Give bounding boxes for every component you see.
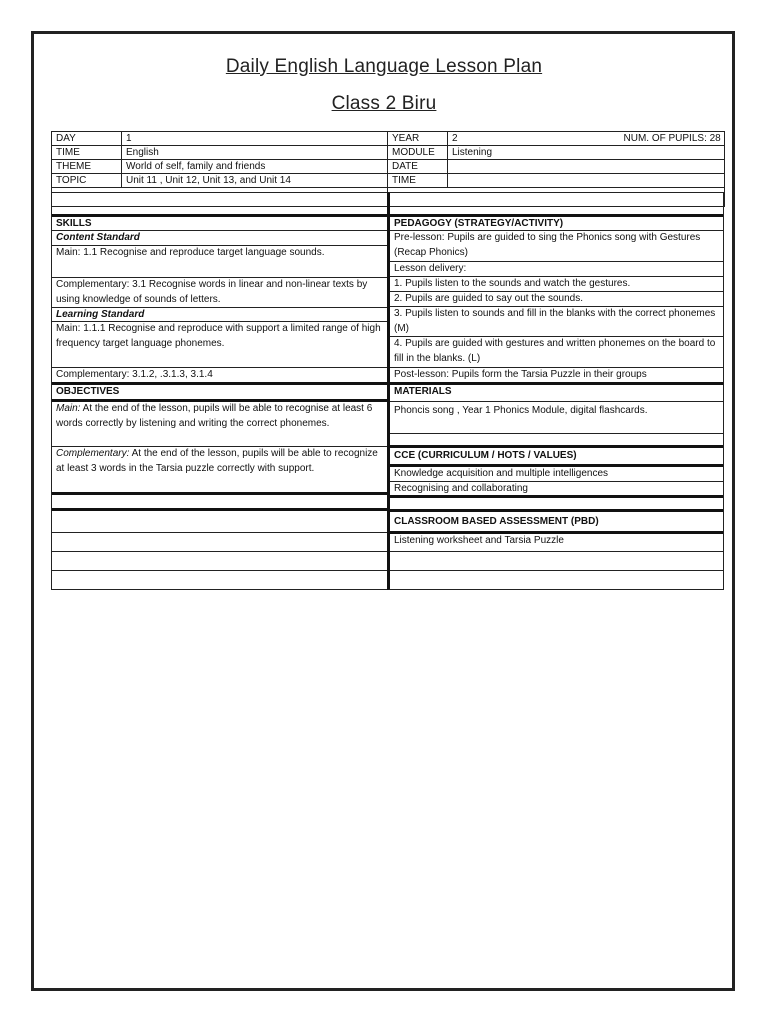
cce-line-1: Knowledge acquisition and multiple intelligences: [390, 467, 723, 482]
pbd-heading: CLASSROOM BASED ASSESSMENT (PBD): [390, 512, 723, 534]
step-1: 1. Pupils listen to the sounds and watch the gestures.: [390, 277, 723, 292]
header-row-day: [52, 132, 725, 146]
objective-comp-text: At the end of the lesson, pupils will be able to recognize at least 3 words in the Tarsia puzzle correctly with support.: [56, 448, 378, 474]
right-blank-row: [390, 498, 723, 512]
header-row-topic: [52, 174, 725, 188]
module-value: Listening: [448, 146, 725, 160]
content-standard-main: Main: 1.1 Recognise and reproduce target language sounds.: [52, 246, 387, 278]
step-2: 2. Pupils are guided to say out the sounds.: [390, 292, 723, 307]
time-label: TIME: [52, 146, 122, 160]
step-3: 3. Pupils listen to sounds and fill in the blanks with the correct phonemes (M): [390, 307, 723, 337]
left-blank-row-1: [52, 495, 387, 511]
header-row-time: [52, 146, 725, 160]
class-subtitle: Class 2 Biru: [331, 93, 437, 114]
header-row-theme: [52, 160, 725, 174]
skills-heading: SKILLS: [52, 214, 387, 231]
objective-main-label: Main:: [56, 403, 81, 414]
pbd-blank-row: [390, 552, 723, 571]
time-value: English: [122, 146, 388, 160]
content-standard-heading: Content Standard: [52, 231, 387, 246]
cce-heading: CCE (CURRICULUM / HOTS / VALUES): [390, 448, 723, 467]
time2-value: [448, 174, 725, 188]
step-4: 4. Pupils are guided with gestures and written phonemes on the board to fill in the blanks. (L): [390, 337, 723, 368]
post-lesson: Post-lesson: Pupils form the Tarsia Puzzle in their groups: [390, 368, 723, 385]
theme-label: THEME: [52, 160, 122, 174]
left-panel: [51, 192, 387, 590]
left-blank-row-3: [52, 533, 387, 552]
cce-line-2: Recognising and collaborating: [390, 482, 723, 498]
objective-comp-label: Complementary:: [56, 448, 130, 459]
topic-value: Unit 11 , Unit 12, Unit 13, and Unit 14: [122, 174, 388, 188]
objective-main-text: At the end of the lesson, pupils will be able to recognise at least 6 words correctly by listening and writing the correct phonemes.: [56, 403, 373, 429]
pre-lesson: Pre-lesson: Pupils are guided to sing the Phonics song with Gestures (Recap Phonics): [390, 231, 723, 262]
pbd-text: Listening worksheet and Tarsia Puzzle: [390, 534, 723, 552]
day-label: DAY: [52, 132, 122, 146]
lesson-delivery: Lesson delivery:: [390, 262, 723, 277]
year-label: YEAR: [388, 132, 448, 146]
year-value: 2: [452, 132, 458, 144]
learning-standard-main: Main: 1.1.1 Recognise and reproduce with support a limited range of high frequency target language phonemes.: [52, 322, 387, 368]
theme-value: World of self, family and friends: [122, 160, 388, 174]
topic-label: TOPIC: [52, 174, 122, 188]
pedagogy-heading: PEDAGOGY (STRATEGY/ACTIVITY): [390, 214, 723, 231]
day-value: 1: [122, 132, 388, 146]
materials-text: Phoncis song , Year 1 Phonics Module, digital flashcards.: [390, 402, 723, 434]
time2-label: TIME: [388, 174, 448, 188]
module-label: MODULE: [388, 146, 448, 160]
left-blank-row-2: [52, 511, 387, 533]
objective-main: [52, 402, 387, 447]
learning-standard-heading: Learning Standard: [52, 308, 387, 322]
materials-blank: [390, 434, 723, 448]
year-cell: [448, 132, 725, 146]
learning-standard-complementary: Complementary: 3.1.2, .3.1.3, 3.1.4: [52, 368, 387, 385]
page-title: Daily English Language Lesson Plan: [225, 56, 543, 77]
left-blank-row-4: [52, 552, 387, 571]
materials-heading: MATERIALS: [390, 385, 723, 402]
right-panel: [387, 192, 724, 590]
objective-complementary: [52, 447, 387, 495]
objectives-heading: OBJECTIVES: [52, 385, 387, 402]
content-standard-complementary: Complementary: 3.1 Recognise words in linear and non-linear texts by using knowledge of sounds of letters.: [52, 278, 387, 308]
date-label: DATE: [388, 160, 448, 174]
num-pupils: NUM. OF PUPILS: 28: [623, 132, 721, 144]
date-value: [448, 160, 725, 174]
